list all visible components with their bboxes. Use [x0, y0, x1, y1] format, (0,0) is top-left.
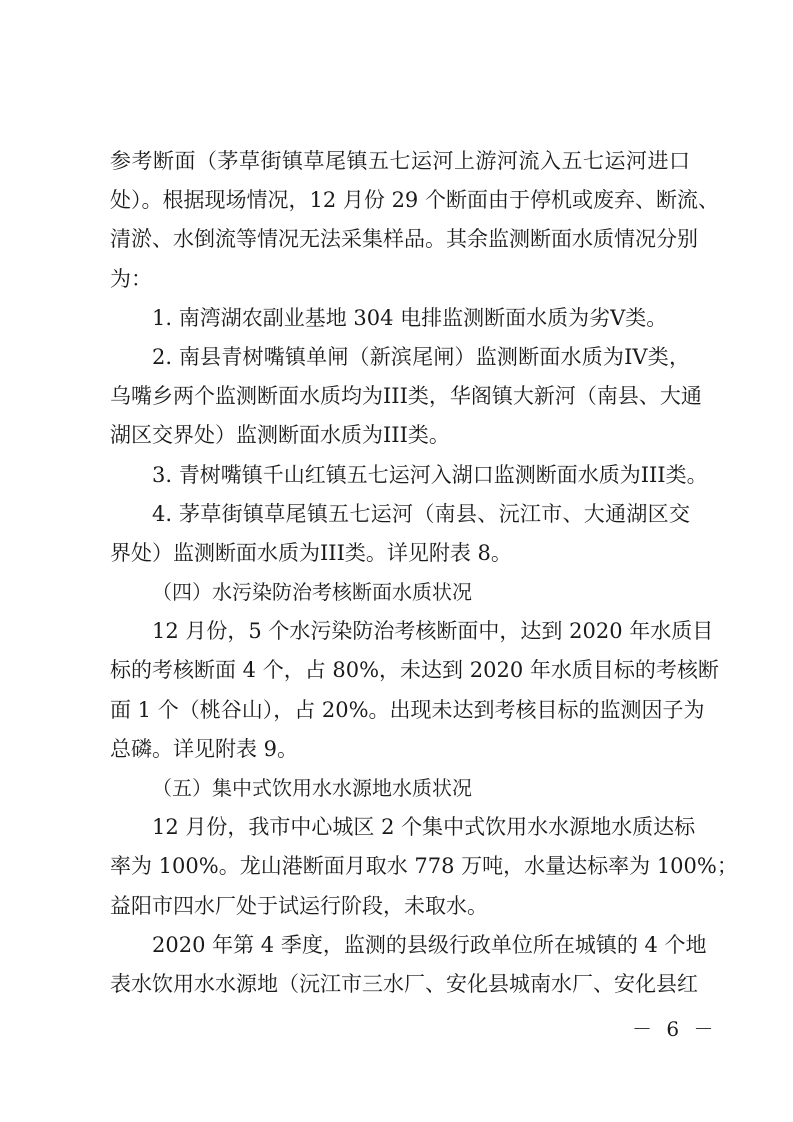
document-body — [110, 142, 738, 1004]
paragraph-q4 — [110, 926, 707, 1004]
text-line: 总磷。详见附表 9。 — [110, 736, 299, 761]
text-line: 率为 100%。龙山港断面月取水 778 万吨，水量达标率为 100%； — [110, 854, 738, 879]
paragraph-drinking-water — [110, 808, 738, 926]
page-number: － 6 － — [632, 1017, 718, 1041]
text-line: 清淤、水倒流等情况无法采集样品。其余监测断面水质情况分别 — [110, 227, 698, 252]
heading-text: （五）集中式饮用水水源地水质状况 — [152, 776, 472, 800]
text-line: 湖区交界处）监测断面水质为III类。 — [110, 423, 450, 448]
text-line: 益阳市四水厂处于试运行阶段，未取水。 — [110, 893, 488, 918]
text-line: 表水饮用水水源地（沅江市三水厂、安化县城南水厂、安化县红 — [110, 971, 698, 996]
text-line: 1. 南湾湖农副业基地 304 电排监测断面水质为劣V类。 — [152, 305, 668, 330]
list-item-1 — [110, 299, 690, 338]
text-line: 参考断面（茅草街镇草尾镇五七运河上游河流入五七运河进口 — [110, 149, 690, 173]
text-line: 标的考核断面 4 个，占 80%，未达到 2020 年水质目标的考核断 — [110, 658, 719, 683]
list-item-2 — [110, 338, 702, 456]
text-line: 为： — [110, 266, 152, 291]
list-item-4 — [110, 495, 690, 573]
list-item-3 — [110, 456, 708, 495]
section-heading-4 — [110, 573, 690, 612]
text-line: 界处）监测断面水质为III类。详见附表 8。 — [110, 540, 512, 565]
section-heading-5 — [110, 769, 690, 808]
text-line: 12 月份，5 个水污染防治考核断面中，达到 2020 年水质目 — [152, 619, 714, 644]
text-line: 4. 茅草街镇草尾镇五七运河（南县、沅江市、大通湖区交 — [152, 501, 690, 526]
heading-text: （四）水污染防治考核断面水质状况 — [152, 580, 472, 605]
text-line: 2. 南县青树嘴镇单闸（新滨尾闸）监测断面水质为IV类， — [152, 344, 690, 369]
paragraph-assessment — [110, 612, 719, 769]
text-line: 乌嘴乡两个监测断面水质均为III类，华阁镇大新河（南县、大通 — [110, 384, 702, 409]
paragraph-reference-section — [110, 142, 719, 299]
text-line: 3. 青树嘴镇千山红镇五七运河入湖口监测断面水质为III类。 — [152, 462, 708, 487]
text-line: 12 月份，我市中心城区 2 个集中式饮用水水源地水质达标 — [152, 815, 696, 840]
text-line: 2020 年第 4 季度，监测的县级行政单位所在城镇的 4 个地 — [152, 932, 707, 957]
text-line: 面 1 个（桃谷山），占 20%。出现未达到考核目标的监测因子为 — [110, 697, 705, 722]
text-line: 处）。根据现场情况，12 月份 29 个断面由于停机或废弃、断流、 — [110, 188, 719, 213]
